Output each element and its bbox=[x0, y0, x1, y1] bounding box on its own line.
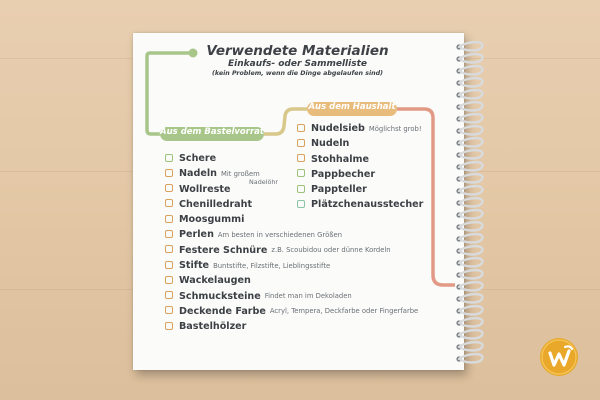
binding-ring bbox=[459, 90, 483, 98]
checkbox[interactable] bbox=[165, 261, 173, 269]
item-hint: Acryl, Tempera, Deckfarbe oder Fingerfarbe bbox=[269, 307, 419, 316]
item-name: Festere Schnüre bbox=[179, 244, 268, 256]
item-name: Chenilledraht bbox=[179, 198, 253, 210]
craft-section-label: Aus dem Bastelvorrat bbox=[160, 127, 264, 141]
item-name: Plätzchenausstecher bbox=[311, 199, 424, 211]
binding-ring bbox=[459, 198, 483, 206]
page-title: Verwendete Materialien bbox=[206, 43, 389, 59]
item-hint: Findet man im Dekoladen bbox=[264, 292, 352, 301]
checkbox[interactable] bbox=[165, 291, 173, 299]
binding-ring bbox=[459, 54, 483, 62]
checkbox[interactable] bbox=[165, 154, 173, 162]
binding-ring bbox=[459, 174, 483, 182]
item-hint: Am besten in verschiedenen Größen bbox=[217, 230, 342, 239]
checkbox[interactable] bbox=[165, 215, 173, 223]
binding-ring bbox=[459, 114, 483, 122]
checkbox[interactable] bbox=[297, 200, 305, 208]
item-name: Schere bbox=[179, 153, 217, 164]
spiral-binding bbox=[452, 38, 488, 368]
list-item bbox=[297, 166, 423, 181]
binding-ring bbox=[459, 150, 483, 158]
checkbox[interactable] bbox=[297, 124, 305, 132]
item-hint: z.B. Scoubidou oder dünne Kordeln bbox=[271, 246, 391, 255]
green-connector-dot bbox=[189, 49, 198, 58]
binding-ring bbox=[459, 102, 483, 110]
item-name: Nudelsieb bbox=[311, 123, 365, 134]
checkbox[interactable] bbox=[297, 169, 305, 177]
item-name: Pappbecher bbox=[311, 168, 376, 180]
item-name: Pappteller bbox=[311, 184, 367, 196]
item-name: Moosgummi bbox=[179, 214, 245, 226]
binding-ring bbox=[459, 330, 483, 338]
binding-ring bbox=[459, 210, 483, 218]
list-item bbox=[297, 181, 423, 196]
binding-ring bbox=[459, 66, 483, 74]
binding-ring bbox=[459, 342, 483, 350]
checkbox[interactable] bbox=[165, 245, 173, 253]
list-item bbox=[165, 226, 418, 241]
list-item bbox=[165, 288, 418, 303]
list-item bbox=[297, 120, 423, 135]
item-name: Perlen bbox=[179, 229, 214, 241]
item-name: Nudeln bbox=[311, 138, 350, 150]
item-name: Bastelhölzer bbox=[179, 321, 247, 333]
binding-ring bbox=[459, 258, 483, 266]
title-block bbox=[200, 44, 395, 78]
binding-ring bbox=[459, 42, 483, 50]
checkbox[interactable] bbox=[165, 276, 173, 284]
list-item bbox=[165, 272, 418, 287]
checkbox[interactable] bbox=[165, 306, 173, 314]
binding-ring bbox=[459, 78, 483, 86]
item-name: Stifte bbox=[179, 260, 210, 272]
item-name: Wackelaugen bbox=[179, 275, 251, 287]
item-hint: Mit großem bbox=[221, 169, 260, 178]
binding-ring bbox=[459, 282, 483, 290]
item-name: Nadeln bbox=[179, 168, 217, 180]
brand-logo-icon bbox=[539, 337, 579, 377]
item-hint: Möglichst grob! bbox=[368, 124, 422, 133]
binding-ring bbox=[459, 138, 483, 146]
binding-ring bbox=[459, 294, 483, 302]
page-subtitle: Einkaufs- oder Sammelliste bbox=[228, 59, 367, 69]
list-item bbox=[297, 196, 423, 211]
item-name: Wollreste bbox=[179, 183, 231, 195]
binding-ring bbox=[459, 222, 483, 230]
list-item bbox=[165, 303, 418, 318]
checkbox[interactable] bbox=[165, 230, 173, 238]
list-item bbox=[165, 242, 418, 257]
binding-ring bbox=[459, 354, 483, 362]
green-connector-line bbox=[147, 53, 193, 134]
item-name: Stohhalme bbox=[311, 153, 370, 165]
item-hint-continued: Nadelöhr bbox=[249, 177, 279, 186]
binding-ring bbox=[459, 186, 483, 194]
list-item bbox=[165, 211, 418, 226]
list-item bbox=[165, 318, 418, 333]
binding-ring bbox=[459, 126, 483, 134]
checkbox[interactable] bbox=[165, 169, 173, 177]
household-items-list bbox=[297, 120, 423, 212]
binding-ring bbox=[459, 234, 483, 242]
checkbox[interactable] bbox=[297, 154, 305, 162]
list-item bbox=[297, 135, 423, 150]
list-item bbox=[165, 257, 418, 272]
item-hint: Buntstifte, Filzstifte, Lieblingsstifte bbox=[213, 261, 331, 270]
item-name: Schmucksteine bbox=[179, 290, 261, 302]
binding-ring bbox=[459, 246, 483, 254]
checkbox[interactable] bbox=[165, 322, 173, 330]
checkbox[interactable] bbox=[297, 185, 305, 193]
checkbox[interactable] bbox=[165, 199, 173, 207]
list-item bbox=[297, 151, 423, 166]
household-section-label: Aus dem Haushalt bbox=[307, 102, 397, 116]
binding-ring bbox=[459, 270, 483, 278]
item-name: Deckende Farbe bbox=[179, 305, 266, 317]
checkbox[interactable] bbox=[165, 184, 173, 192]
binding-ring bbox=[459, 318, 483, 326]
checkbox[interactable] bbox=[297, 139, 305, 147]
binding-ring bbox=[459, 162, 483, 170]
binding-ring bbox=[459, 306, 483, 314]
page-note: (kein Problem, wenn die Dinge abgelaufen sind) bbox=[212, 70, 383, 77]
